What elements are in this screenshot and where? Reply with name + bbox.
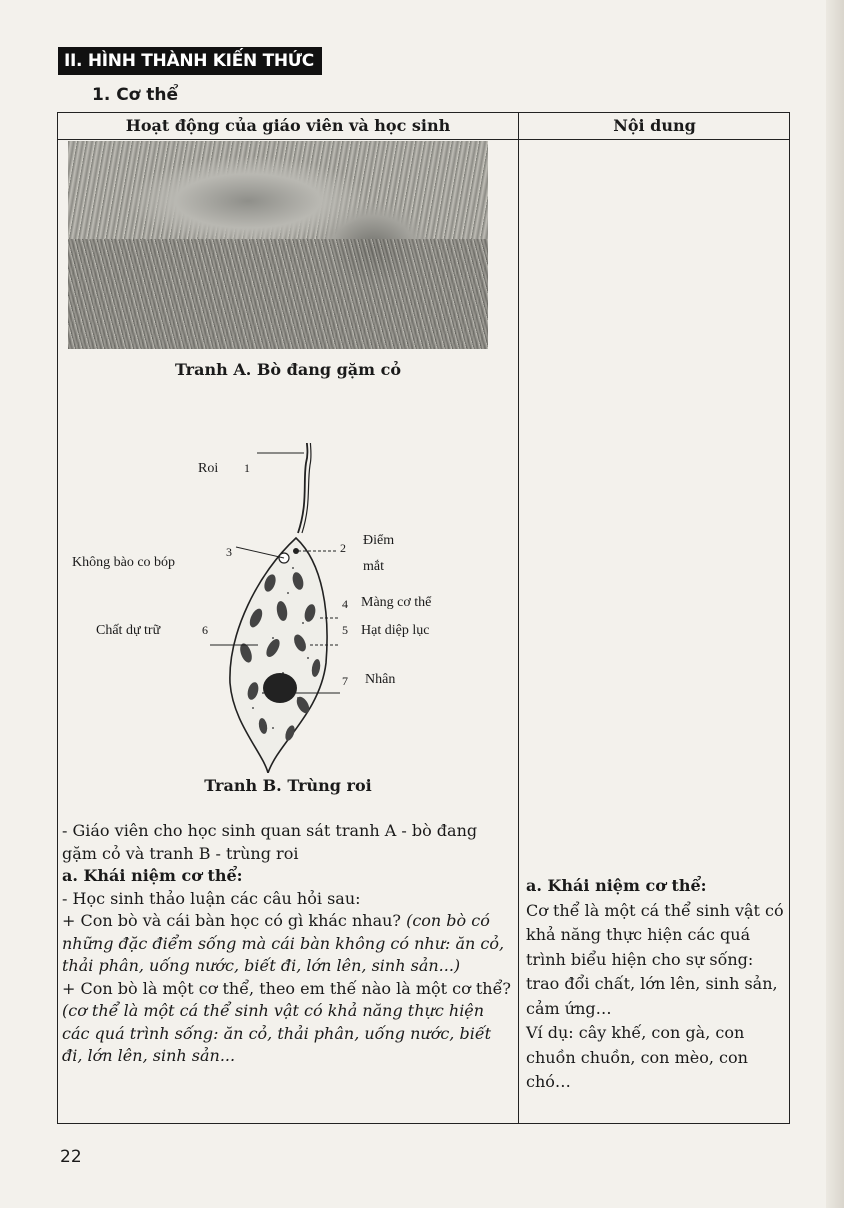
cow-grazing-photo <box>68 141 488 349</box>
label-number-2: 2 <box>340 541 346 555</box>
question-2-text: + Con bò là một cơ thể, theo em thế nào là một cơ thể? <box>62 978 511 998</box>
label-khong-bao: Không bào co bóp <box>72 555 176 570</box>
label-roi: Roi <box>198 461 219 476</box>
label-number-4: 4 <box>342 597 348 611</box>
concept-example: Ví dụ: cây khế, con gà, con chuồn chuồn, con mèo, con chó… <box>526 1023 748 1091</box>
left-concept-heading: a. Khái niệm cơ thể: <box>62 866 243 885</box>
label-number-3: 3 <box>226 545 232 559</box>
label-chat-du-tru: Chất dự trữ <box>96 623 161 638</box>
grass-texture <box>68 239 488 349</box>
table-header-row <box>58 113 789 140</box>
label-number-1: 1 <box>244 461 250 475</box>
answer-2-text: (cơ thể là một cá thể sinh vật có khả năng thực hiện các quá trình sống: ăn cỏ, thải phân, uống nước, biết đi, lớn lên, sinh sản... <box>62 1001 492 1065</box>
label-mang: Màng cơ thể <box>361 595 432 610</box>
figure-a-caption: Tranh A. Bò đang gặm cỏ <box>174 360 402 379</box>
label-hat: Hạt diệp lục <box>361 623 430 638</box>
question-1 <box>62 910 514 978</box>
label-number-7: 7 <box>342 674 348 688</box>
section-heading: II. HÌNH THÀNH KIẾN THỨC <box>58 47 322 75</box>
question-2 <box>62 978 514 1068</box>
page-edge <box>826 0 844 1208</box>
label-number-6: 6 <box>202 623 208 637</box>
label-nhan: Nhân <box>365 672 396 687</box>
lesson-content <box>526 874 784 1095</box>
page-number: 22 <box>60 1147 82 1167</box>
lesson-table <box>57 112 790 1124</box>
label-mat: mắt <box>363 559 384 574</box>
teacher-student-activities <box>58 820 514 1068</box>
intro-text: - Giáo viên cho học sinh quan sát tranh A - bò đang gặm cỏ và tranh B - trùng roi <box>62 821 478 863</box>
subsection-heading: 1. Cơ thể <box>92 85 179 105</box>
label-number-5: 5 <box>342 623 348 637</box>
right-concept-heading: a. Khái niệm cơ thể: <box>526 876 707 895</box>
discussion-text: - Học sinh thảo luận các câu hỏi sau: <box>62 888 361 908</box>
label-diem: Điểm <box>363 533 395 548</box>
figure-b-caption: Tranh B. Trùng roi <box>204 776 372 795</box>
concept-definition: Cơ thể là một cá thể sinh vật có khả năng thực hiện các quá trình biểu hiện cho sự sống: trao đổi chất, lớn lên, sinh sản, cảm ứng… <box>526 900 784 1018</box>
header-content: Nội dung <box>613 116 696 135</box>
euglena-diagram <box>58 443 518 773</box>
header-activities: Hoạt động của giáo viên và học sinh <box>125 116 451 135</box>
answer-1-text: (con bò có những đặc điểm sống mà cái bàn không có như: ăn cỏ, thải phân, uống nước, biết đi, lớn lên, sinh sản...) <box>62 911 505 975</box>
column-divider <box>518 113 519 1123</box>
question-1-text: + Con bò và cái bàn học có gì khác nhau? <box>62 911 401 930</box>
